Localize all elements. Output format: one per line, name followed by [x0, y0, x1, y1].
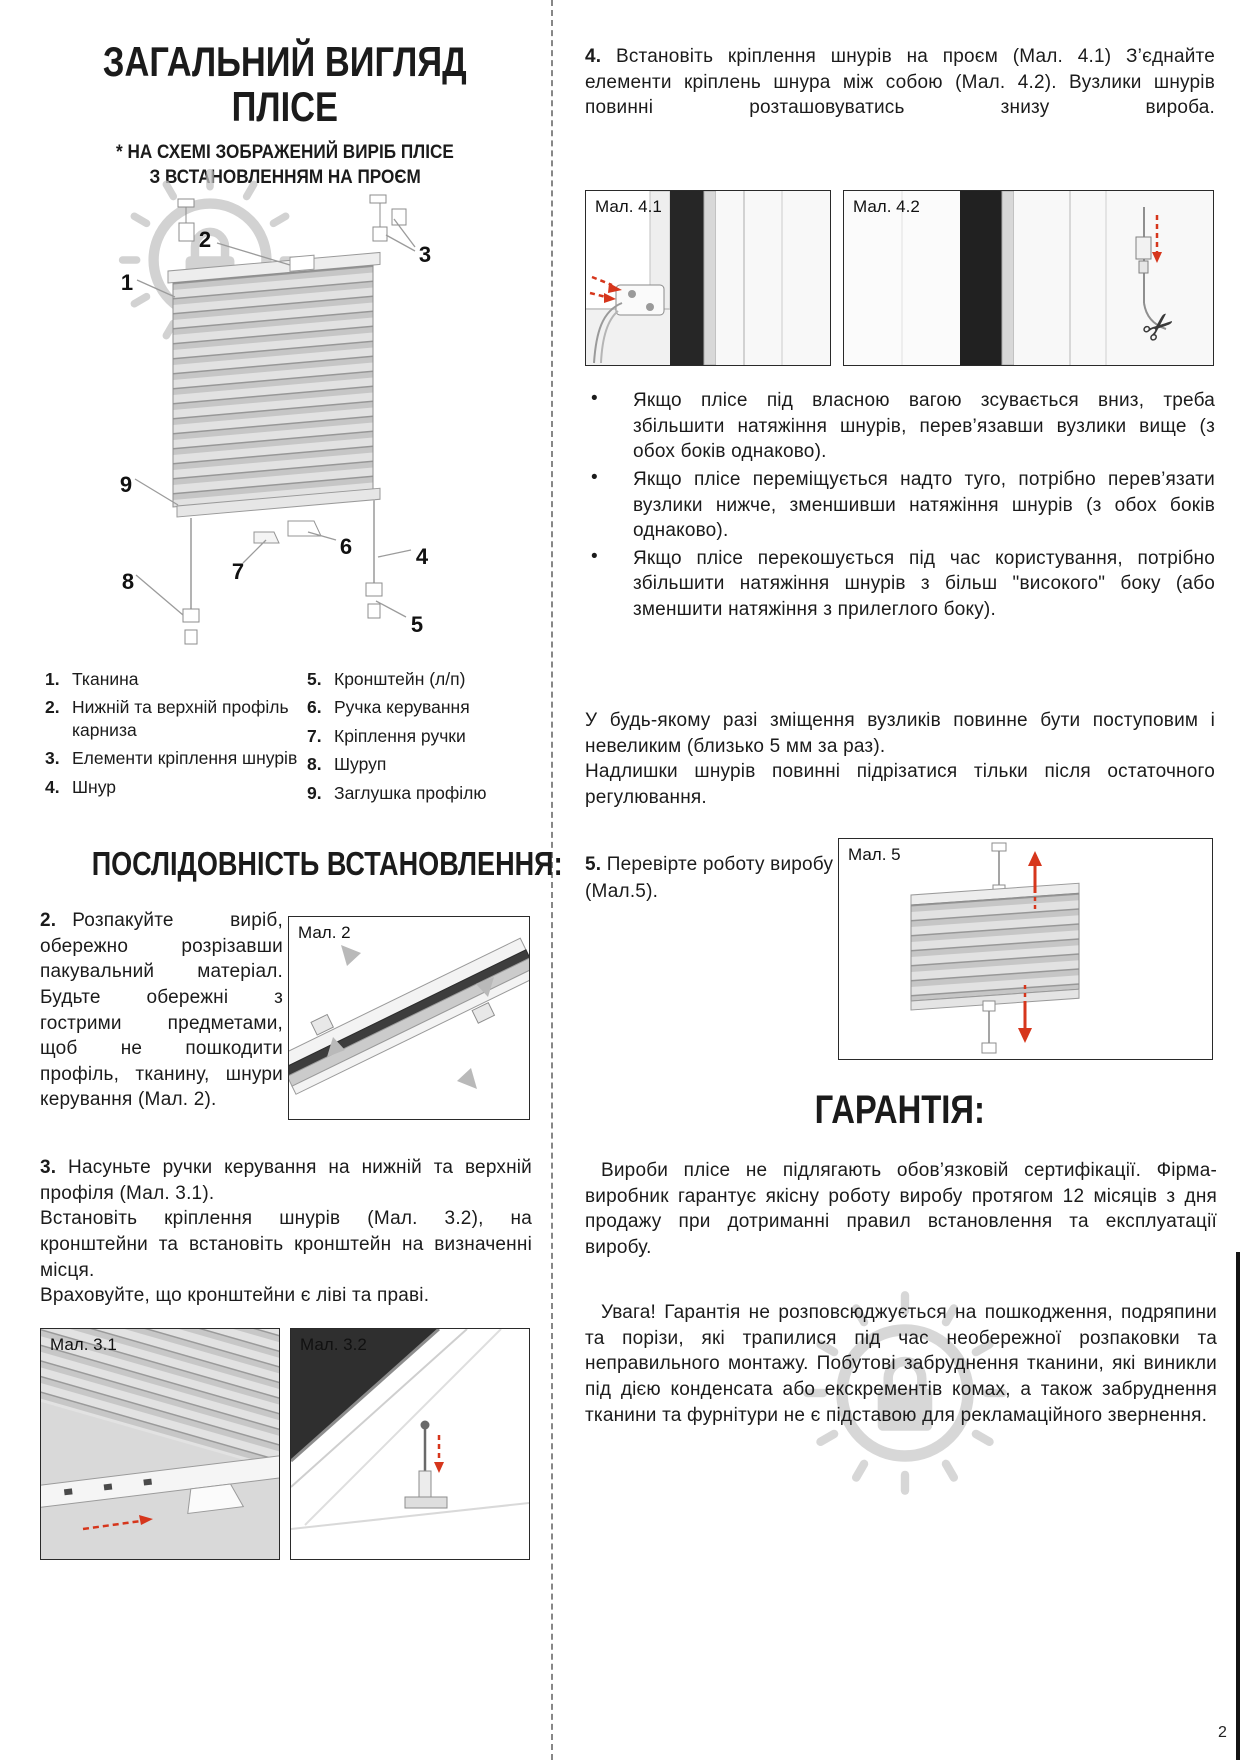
legend-text: Нижній та верхній профіль карниза: [72, 697, 289, 740]
legend-num: 6.: [307, 697, 322, 718]
warranty-title: ГАРАНТІЯ:: [814, 1088, 986, 1132]
step-4-number: 4.: [585, 46, 602, 67]
note-line-1: У будь-якому разі зміщення вузликів повинне бути поступовим і невеликим (близько 5 мм за раз).: [585, 710, 1215, 757]
legend-text: Кронштейн (л/п): [334, 669, 466, 689]
callout-3: 3: [418, 242, 432, 267]
callout-6: 6: [339, 534, 353, 559]
figure-3-1-drawing: [41, 1329, 279, 1559]
legend-num: 9.: [307, 782, 322, 803]
main-diagram: [40, 185, 530, 665]
title-line-1: ЗАГАЛЬНИЙ ВИГЛЯД: [103, 38, 467, 85]
page-edge-bar: [1236, 1252, 1240, 1760]
callout-9: 9: [119, 472, 133, 497]
legend-item-5: [307, 668, 531, 690]
legend-text: Шуруп: [334, 754, 387, 775]
figure-5: [838, 838, 1213, 1060]
legend: [45, 668, 531, 810]
legend-text: Заглушка профілю: [334, 782, 487, 803]
figure-3-1: [40, 1328, 280, 1560]
legend-num: 5.: [307, 669, 322, 689]
callout-4: 4: [415, 544, 429, 569]
page-title: [40, 40, 530, 129]
legend-num: 2.: [45, 697, 60, 718]
bullet-item-1: [585, 388, 1215, 465]
step-2-text: [40, 908, 283, 1113]
legend-text: Елементи кріплення шнурів: [72, 748, 298, 769]
callout-7: 7: [231, 559, 245, 584]
bullet-item-2: [585, 467, 1215, 544]
figure-2: [288, 916, 530, 1120]
callout-8: 8: [121, 569, 135, 594]
legend-item-4: [45, 776, 307, 798]
bullet-text: Якщо плісе переміщується надто туго, потрібно перев’язати вузлики нижче, зменшивши натяжіння шнурів (з обох боків однаково).: [633, 468, 1215, 542]
warranty-paragraph-2: Увага! Гарантія не розповсюджується на пошкодження, подряпини та порізи, які трапилися під час необережної розпаковки та неправильного монтажу. Побутові забруднення тканини, які виникли під дією конденсата або екскрементів комах, а також забруднення тканини та фурнітури не є підставою для рекламаційного звернення.: [585, 1302, 1217, 1426]
legend-col-2: [307, 668, 531, 810]
adjustment-note: [585, 708, 1215, 811]
bullet-text: Якщо плісе перекошується під час користування, потрібно збільшити натяжіння шнурів з більш "високого" боку (або зменшити натяжіння з прилеглого боку).: [633, 547, 1215, 621]
legend-item-1: [45, 668, 307, 690]
callout-1: 1: [120, 270, 134, 295]
step-5-number: 5.: [585, 854, 602, 875]
scissors-icon: ✂: [1133, 301, 1186, 355]
figure-4-1: [585, 190, 831, 366]
legend-text: Ручка керування: [334, 697, 470, 718]
page-number: 2: [1218, 1724, 1227, 1741]
step-2-number: 2.: [40, 910, 57, 931]
step-4-text: [585, 44, 1215, 121]
figure-3-1-label: Мал. 3.1: [50, 1335, 117, 1354]
step-3-number: 3.: [40, 1157, 57, 1178]
figure-2-label: Мал. 2: [298, 923, 351, 942]
bullet-marker: •: [591, 388, 598, 409]
bullet-text: Якщо плісе під власною вагою зсувається вниз, треба збільшити натяжіння шнурів, перев’язавши вузлики вище (з обох боків однаково).: [633, 390, 1215, 463]
bullet-marker: •: [591, 466, 598, 488]
legend-text: Кріплення ручки: [334, 725, 466, 746]
legend-item-7: [307, 725, 531, 747]
subtitle-line-1: * НА СХЕМІ ЗОБРАЖЕНИЙ ВИРІБ ПЛІСЕ: [116, 141, 454, 163]
figure-4-2-drawing: [844, 191, 1213, 365]
figure-4-1-label: Мал. 4.1: [595, 197, 662, 216]
figure-4-1-drawing: [586, 191, 830, 365]
figure-4-2-label: Мал. 4.2: [853, 197, 920, 216]
figure-3-2-drawing: [291, 1329, 529, 1559]
warranty-paragraph-1: Вироби плісе не підлягають обов’язковій сертифікації. Фірма-виробник гарантує якісну роботу виробу протягом 12 місяців з дня продажу при дотриманні правил встановлення та експлуатації виробу.: [585, 1160, 1217, 1258]
legend-col-1: [45, 668, 307, 810]
legend-num: 1.: [45, 669, 60, 689]
subtitle-line-2: З ВСТАНОВЛЕННЯМ НА ПРОЄМ: [149, 166, 421, 189]
bullet-marker: •: [591, 545, 598, 567]
figure-2-drawing: [289, 917, 529, 1119]
title-line-2: ПЛІСЕ: [231, 82, 339, 130]
legend-item-3: [45, 747, 307, 769]
figure-5-drawing: [839, 839, 1212, 1059]
callout-2: 2: [198, 227, 212, 252]
step-3-line-2: Встановіть кріплення шнурів (Мал. 3.2), на кронштейни та встановіть кронштейн на визначенні місця.: [40, 1208, 532, 1281]
step-5-text: [585, 852, 835, 905]
legend-item-8: [307, 753, 531, 775]
legend-item-9: [307, 782, 531, 804]
section-title: ПОСЛІДОВНІСТЬ ВСТАНОВЛЕННЯ:: [91, 845, 563, 882]
step-2-body: Розпакуйте виріб, обережно розрізавши пакувальний матеріал. Будьте обережні з гострими предметами, щоб не пошкодити профіль, тканину, шнури керування (Мал. 2).: [40, 910, 283, 1111]
note-line-2: Надлишки шнурів повинні підрізатися тільки після остаточного регулювання.: [585, 761, 1215, 808]
legend-num: 4.: [45, 776, 60, 797]
step-3-line-1: Насуньте ручки керування на нижній та верхній профіля (Мал. 3.1).: [40, 1157, 532, 1204]
legend-text: Тканина: [72, 669, 139, 689]
figure-4-2: [843, 190, 1214, 366]
adjustment-bullets: [585, 388, 1215, 625]
legend-num: 3.: [45, 748, 60, 769]
step-5-body: Перевірте роботу виробу (Мал.5).: [585, 854, 834, 902]
figure-3-2-label: Мал. 3.2: [300, 1335, 367, 1354]
legend-text: Шнур: [72, 776, 116, 797]
step-3-line-3: Враховуйте, що кронштейни є ліві та праві.: [40, 1285, 430, 1307]
legend-item-2: [45, 696, 307, 741]
legend-item-6: [307, 696, 531, 718]
figure-3-2: [290, 1328, 530, 1560]
bullet-item-3: [585, 546, 1215, 623]
step-4-body: Встановіть кріплення шнурів на проєм (Мал. 4.1) З’єднайте елементи кріплень шнура між собою (Мал. 4.2). Вузлики шнурів повинні розташовуватись знизу вироба.: [585, 46, 1215, 119]
legend-num: 7.: [307, 725, 322, 746]
figure-5-label: Мал. 5: [848, 845, 901, 864]
callout-5: 5: [410, 612, 424, 637]
legend-num: 8.: [307, 754, 322, 775]
step-3-text: [40, 1155, 532, 1309]
